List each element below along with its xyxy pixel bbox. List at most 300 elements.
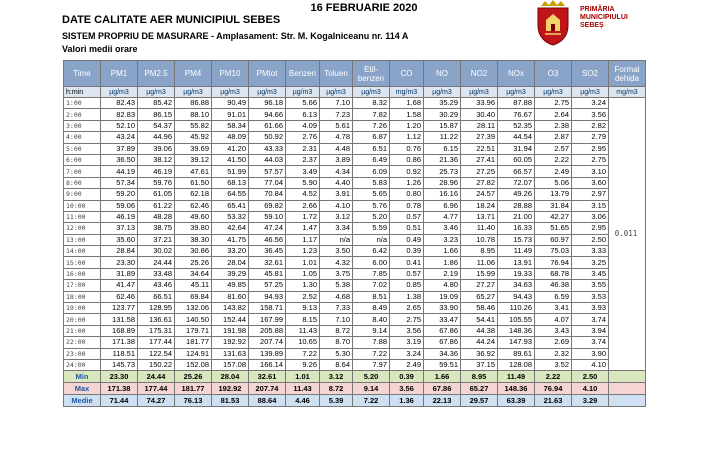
value-cell: 76.94 bbox=[535, 257, 572, 268]
value-cell: 45.81 bbox=[249, 268, 286, 279]
value-cell: 11.43 bbox=[286, 325, 320, 336]
value-cell: 7.23 bbox=[320, 109, 353, 120]
summary-value: 1.66 bbox=[424, 371, 461, 383]
value-cell: 3.25 bbox=[572, 257, 609, 268]
summary-value: 8.72 bbox=[320, 383, 353, 395]
value-cell: 55.82 bbox=[175, 120, 212, 131]
table-row bbox=[64, 280, 646, 291]
values-description: Valori medii orare bbox=[62, 44, 138, 54]
column-header: PM10 bbox=[212, 61, 249, 87]
value-cell: 3.55 bbox=[572, 280, 609, 291]
value-cell: 43.46 bbox=[138, 280, 175, 291]
value-cell: 37.21 bbox=[138, 234, 175, 245]
value-cell: 54.41 bbox=[461, 314, 498, 325]
value-cell: 33.47 bbox=[424, 314, 461, 325]
hour-cell: 7:00 bbox=[64, 166, 101, 177]
value-cell: 2.97 bbox=[572, 189, 609, 200]
column-header: NO2 bbox=[461, 61, 498, 87]
value-cell: 8.72 bbox=[320, 325, 353, 336]
value-cell: 205.88 bbox=[249, 325, 286, 336]
value-cell: 179.71 bbox=[175, 325, 212, 336]
value-cell: 50.92 bbox=[249, 132, 286, 143]
value-cell: 33.48 bbox=[138, 268, 175, 279]
value-cell: 150.22 bbox=[138, 359, 175, 370]
value-cell: 15.73 bbox=[498, 234, 535, 245]
hour-cell: 9:00 bbox=[64, 189, 101, 200]
value-cell: 44.03 bbox=[249, 154, 286, 165]
value-cell: 11.40 bbox=[461, 223, 498, 234]
value-cell: 4.09 bbox=[286, 120, 320, 131]
value-cell: 22.51 bbox=[461, 143, 498, 154]
value-cell: 52.10 bbox=[101, 120, 138, 131]
value-cell: 2.52 bbox=[286, 291, 320, 302]
summary-value: 9.14 bbox=[353, 383, 390, 395]
value-cell: 30.02 bbox=[138, 246, 175, 257]
hour-cell: 18:00 bbox=[64, 291, 101, 302]
summary-value: 177.44 bbox=[138, 383, 175, 395]
value-cell: 157.08 bbox=[212, 359, 249, 370]
value-cell: 11.49 bbox=[498, 246, 535, 257]
summary-row-min bbox=[64, 371, 646, 383]
unit-cell: µg/m3 bbox=[424, 87, 461, 98]
value-cell: 54.37 bbox=[138, 120, 175, 131]
value-cell: 1.58 bbox=[390, 109, 424, 120]
value-cell: 46.38 bbox=[535, 280, 572, 291]
value-cell: 36.50 bbox=[101, 154, 138, 165]
value-cell: 32.61 bbox=[249, 257, 286, 268]
value-cell: 5.76 bbox=[353, 200, 390, 211]
value-cell: 3.91 bbox=[320, 189, 353, 200]
value-cell: 8.15 bbox=[286, 314, 320, 325]
value-cell: 44.24 bbox=[461, 337, 498, 348]
value-cell: 6.13 bbox=[286, 109, 320, 120]
summary-value: 71.44 bbox=[101, 395, 138, 407]
value-cell: 10.65 bbox=[286, 337, 320, 348]
summary-value: 3.56 bbox=[390, 383, 424, 395]
value-cell: 24.44 bbox=[138, 257, 175, 268]
value-cell: 27.82 bbox=[461, 177, 498, 188]
value-cell: 27.39 bbox=[461, 132, 498, 143]
value-cell: 35.29 bbox=[424, 98, 461, 109]
value-cell: 46.56 bbox=[249, 234, 286, 245]
value-cell: 8.32 bbox=[353, 98, 390, 109]
value-cell: 4.77 bbox=[424, 211, 461, 222]
value-cell: 23.30 bbox=[101, 257, 138, 268]
value-cell: 175.31 bbox=[138, 325, 175, 336]
value-cell: 2.75 bbox=[390, 314, 424, 325]
value-cell: 36.45 bbox=[249, 246, 286, 257]
table-row bbox=[64, 291, 646, 302]
value-cell: 2.57 bbox=[535, 143, 572, 154]
value-cell: 28.11 bbox=[461, 120, 498, 131]
summary-value: 3.29 bbox=[572, 395, 609, 407]
value-cell: 67.86 bbox=[424, 325, 461, 336]
formaldehyde-value: 0.011 bbox=[609, 98, 646, 371]
column-header: NOx bbox=[498, 61, 535, 87]
summary-value: 65.27 bbox=[461, 383, 498, 395]
table-row bbox=[64, 325, 646, 336]
hour-cell: 5:00 bbox=[64, 143, 101, 154]
value-cell: 3.56 bbox=[572, 109, 609, 120]
value-cell: 18.24 bbox=[461, 200, 498, 211]
value-cell: 158.71 bbox=[249, 303, 286, 314]
value-cell: 2.38 bbox=[535, 120, 572, 131]
unit-cell: µg/m3 bbox=[212, 87, 249, 98]
value-cell: 1.20 bbox=[390, 120, 424, 131]
value-cell: 96.18 bbox=[249, 98, 286, 109]
summary-value: 8.95 bbox=[461, 371, 498, 383]
summary-value: 148.36 bbox=[498, 383, 535, 395]
unit-cell: µg/m3 bbox=[286, 87, 320, 98]
value-cell: 88.10 bbox=[175, 109, 212, 120]
value-cell: 5.06 bbox=[535, 177, 572, 188]
unit-cell: mg/m3 bbox=[390, 87, 424, 98]
value-cell: 6.00 bbox=[353, 257, 390, 268]
summary-label: Medie bbox=[64, 395, 101, 407]
value-cell: 10.78 bbox=[461, 234, 498, 245]
value-cell: 166.14 bbox=[249, 359, 286, 370]
value-cell: 34.36 bbox=[424, 348, 461, 359]
table-row bbox=[64, 154, 646, 165]
summary-value: 5.39 bbox=[320, 395, 353, 407]
air-quality-table bbox=[63, 60, 646, 407]
value-cell: 167.99 bbox=[249, 314, 286, 325]
hour-cell: 2:00 bbox=[64, 109, 101, 120]
table-row bbox=[64, 143, 646, 154]
summary-value: 7.22 bbox=[353, 395, 390, 407]
value-cell: 3.33 bbox=[572, 246, 609, 257]
summary-value: 22.13 bbox=[424, 395, 461, 407]
value-cell: 66.51 bbox=[138, 291, 175, 302]
value-cell: 4.07 bbox=[535, 314, 572, 325]
value-cell: 1.05 bbox=[286, 268, 320, 279]
value-cell: 123.77 bbox=[101, 303, 138, 314]
value-cell: 3.15 bbox=[572, 200, 609, 211]
value-cell: 3.56 bbox=[390, 325, 424, 336]
value-cell: 42.64 bbox=[212, 223, 249, 234]
value-cell: 94.43 bbox=[498, 291, 535, 302]
value-cell: 15.99 bbox=[461, 268, 498, 279]
value-cell: 67.86 bbox=[424, 337, 461, 348]
value-cell: 89.61 bbox=[498, 348, 535, 359]
value-cell: 39.29 bbox=[212, 268, 249, 279]
value-cell: 41.20 bbox=[212, 143, 249, 154]
summary-row-med bbox=[64, 395, 646, 407]
value-cell: 28.96 bbox=[424, 177, 461, 188]
value-cell: 46.19 bbox=[101, 211, 138, 222]
value-cell: 2.49 bbox=[535, 166, 572, 177]
value-cell: 171.38 bbox=[101, 337, 138, 348]
value-cell: 6.42 bbox=[353, 246, 390, 257]
value-cell: 77.04 bbox=[249, 177, 286, 188]
value-cell: 5.83 bbox=[353, 177, 390, 188]
value-cell: 7.88 bbox=[353, 337, 390, 348]
hour-cell: 20:00 bbox=[64, 314, 101, 325]
value-cell: 3.41 bbox=[535, 303, 572, 314]
unit-cell: µg/m3 bbox=[498, 87, 535, 98]
value-cell: 0.86 bbox=[390, 154, 424, 165]
hour-cell: 1:00 bbox=[64, 98, 101, 109]
value-cell: 60.05 bbox=[498, 154, 535, 165]
value-cell: 30.29 bbox=[424, 109, 461, 120]
value-cell: 4.52 bbox=[286, 189, 320, 200]
table-row bbox=[64, 257, 646, 268]
value-cell: 49.60 bbox=[175, 211, 212, 222]
value-cell: 11.06 bbox=[461, 257, 498, 268]
value-cell: 51.65 bbox=[535, 223, 572, 234]
summary-value: 21.63 bbox=[535, 395, 572, 407]
value-cell: 2.37 bbox=[286, 154, 320, 165]
value-cell: 5.20 bbox=[353, 211, 390, 222]
value-cell: 28.84 bbox=[101, 246, 138, 257]
value-cell: 6.49 bbox=[353, 154, 390, 165]
value-cell: 38.75 bbox=[138, 223, 175, 234]
value-cell: 61.22 bbox=[138, 200, 175, 211]
value-cell: 4.10 bbox=[320, 200, 353, 211]
table-row bbox=[64, 177, 646, 188]
value-cell: 1.66 bbox=[424, 246, 461, 257]
value-cell: n/a bbox=[320, 234, 353, 245]
unit-cell: µg/m3 bbox=[101, 87, 138, 98]
value-cell: 2.75 bbox=[572, 154, 609, 165]
value-cell: 43.33 bbox=[249, 143, 286, 154]
unit-cell: µg/m3 bbox=[353, 87, 390, 98]
value-cell: 5.61 bbox=[320, 120, 353, 131]
value-cell: 3.49 bbox=[286, 166, 320, 177]
value-cell: 1.26 bbox=[390, 177, 424, 188]
value-cell: 9.26 bbox=[286, 359, 320, 370]
hour-cell: 14:00 bbox=[64, 246, 101, 257]
unit-cell: mg/m3 bbox=[609, 87, 646, 98]
hour-cell: 12:00 bbox=[64, 223, 101, 234]
value-cell: 52.35 bbox=[498, 120, 535, 131]
column-header: PM2.5 bbox=[138, 61, 175, 87]
value-cell: 5.65 bbox=[353, 189, 390, 200]
value-cell: 4.34 bbox=[320, 166, 353, 177]
unit-cell: h:min bbox=[64, 87, 101, 98]
value-cell: 118.51 bbox=[101, 348, 138, 359]
value-cell: 2.32 bbox=[535, 348, 572, 359]
value-cell: 2.82 bbox=[572, 120, 609, 131]
value-cell: 87.88 bbox=[498, 98, 535, 109]
summary-value: 63.39 bbox=[498, 395, 535, 407]
value-cell: 28.88 bbox=[498, 200, 535, 211]
value-cell: 25.73 bbox=[424, 166, 461, 177]
value-cell: 2.95 bbox=[572, 143, 609, 154]
hour-cell: 4:00 bbox=[64, 132, 101, 143]
value-cell: 145.73 bbox=[101, 359, 138, 370]
value-cell: 13.91 bbox=[498, 257, 535, 268]
value-cell: 143.82 bbox=[212, 303, 249, 314]
unit-cell: µg/m3 bbox=[320, 87, 353, 98]
value-cell: 31.84 bbox=[535, 200, 572, 211]
value-cell: 44.38 bbox=[461, 325, 498, 336]
value-cell: 16.33 bbox=[498, 223, 535, 234]
value-cell: 59.51 bbox=[424, 359, 461, 370]
value-cell: 1.72 bbox=[286, 211, 320, 222]
value-cell: 70.84 bbox=[249, 189, 286, 200]
value-cell: 0.57 bbox=[390, 211, 424, 222]
value-cell: 28.04 bbox=[212, 257, 249, 268]
value-cell: 147.93 bbox=[498, 337, 535, 348]
value-cell: 5.59 bbox=[353, 223, 390, 234]
hour-cell: 13:00 bbox=[64, 234, 101, 245]
table-row bbox=[64, 234, 646, 245]
value-cell: 49.26 bbox=[498, 189, 535, 200]
hour-cell: 8:00 bbox=[64, 177, 101, 188]
summary-empty-cell bbox=[609, 383, 646, 395]
table-row bbox=[64, 200, 646, 211]
value-cell: 3.45 bbox=[572, 268, 609, 279]
value-cell: 64.55 bbox=[212, 189, 249, 200]
column-header: Formal dehida bbox=[609, 61, 646, 87]
value-cell: 62.18 bbox=[175, 189, 212, 200]
value-cell: 37.15 bbox=[461, 359, 498, 370]
value-cell: 27.25 bbox=[461, 166, 498, 177]
summary-value: 81.53 bbox=[212, 395, 249, 407]
summary-label: Min bbox=[64, 371, 101, 383]
value-cell: 0.80 bbox=[390, 189, 424, 200]
value-cell: 192.92 bbox=[212, 337, 249, 348]
value-cell: 86.15 bbox=[138, 109, 175, 120]
value-cell: 2.69 bbox=[535, 337, 572, 348]
value-cell: 1.86 bbox=[424, 257, 461, 268]
value-cell: 62.46 bbox=[175, 200, 212, 211]
value-cell: 3.94 bbox=[572, 325, 609, 336]
value-cell: 24.57 bbox=[461, 189, 498, 200]
value-cell: 44.54 bbox=[498, 132, 535, 143]
value-cell: 91.01 bbox=[212, 109, 249, 120]
value-cell: 177.44 bbox=[138, 337, 175, 348]
summary-value: 171.38 bbox=[101, 383, 138, 395]
value-cell: 69.84 bbox=[175, 291, 212, 302]
value-cell: 136.61 bbox=[138, 314, 175, 325]
value-cell: 3.24 bbox=[572, 98, 609, 109]
value-cell: 6.87 bbox=[353, 132, 390, 143]
value-cell: 131.58 bbox=[101, 314, 138, 325]
value-cell: 2.87 bbox=[535, 132, 572, 143]
value-cell: 8.51 bbox=[353, 291, 390, 302]
value-cell: 19.09 bbox=[424, 291, 461, 302]
summary-value: 4.10 bbox=[572, 383, 609, 395]
value-cell: 105.55 bbox=[498, 314, 535, 325]
value-cell: 7.97 bbox=[353, 359, 390, 370]
value-cell: 59.20 bbox=[101, 189, 138, 200]
value-cell: 8.95 bbox=[461, 246, 498, 257]
value-cell: 86.88 bbox=[175, 98, 212, 109]
value-cell: 30.86 bbox=[175, 246, 212, 257]
table-row bbox=[64, 348, 646, 359]
value-cell: 68.13 bbox=[212, 177, 249, 188]
value-cell: 4.78 bbox=[320, 132, 353, 143]
table-row bbox=[64, 166, 646, 177]
value-cell: 36.92 bbox=[461, 348, 498, 359]
value-cell: 3.19 bbox=[390, 337, 424, 348]
unit-cell: µg/m3 bbox=[535, 87, 572, 98]
value-cell: 3.43 bbox=[535, 325, 572, 336]
value-cell: 3.50 bbox=[320, 246, 353, 257]
value-cell: 5.38 bbox=[320, 280, 353, 291]
value-cell: 1.68 bbox=[390, 98, 424, 109]
value-cell: 45.11 bbox=[175, 280, 212, 291]
report-date: 16 FEBRUARIE 2020 bbox=[310, 2, 418, 14]
value-cell: 48.09 bbox=[212, 132, 249, 143]
value-cell: 37.13 bbox=[101, 223, 138, 234]
value-cell: 94.66 bbox=[249, 109, 286, 120]
value-cell: 45.92 bbox=[175, 132, 212, 143]
value-cell: 69.82 bbox=[249, 200, 286, 211]
value-cell: 8.40 bbox=[353, 314, 390, 325]
hour-cell: 11:00 bbox=[64, 211, 101, 222]
value-cell: 110.26 bbox=[498, 303, 535, 314]
value-cell: 6.59 bbox=[535, 291, 572, 302]
value-cell: 3.89 bbox=[320, 154, 353, 165]
value-cell: 7.10 bbox=[320, 98, 353, 109]
table-row bbox=[64, 120, 646, 131]
value-cell: n/a bbox=[353, 234, 390, 245]
hour-cell: 15:00 bbox=[64, 257, 101, 268]
value-cell: 68.78 bbox=[535, 268, 572, 279]
units-row bbox=[64, 87, 646, 98]
hour-cell: 19:00 bbox=[64, 303, 101, 314]
value-cell: 7.22 bbox=[353, 348, 390, 359]
value-cell: 9.13 bbox=[286, 303, 320, 314]
value-cell: 0.76 bbox=[390, 143, 424, 154]
summary-value: 2.22 bbox=[535, 371, 572, 383]
sebes-coat-of-arms-icon bbox=[533, 0, 573, 46]
summary-value: 23.30 bbox=[101, 371, 138, 383]
value-cell: 65.41 bbox=[212, 200, 249, 211]
value-cell: 2.22 bbox=[535, 154, 572, 165]
value-cell: 0.49 bbox=[390, 234, 424, 245]
value-cell: 139.89 bbox=[249, 348, 286, 359]
value-cell: 3.46 bbox=[424, 223, 461, 234]
unit-cell: µg/m3 bbox=[461, 87, 498, 98]
report-title: DATE CALITATE AER MUNICIPIUL SEBES bbox=[62, 14, 281, 26]
value-cell: 33.90 bbox=[424, 303, 461, 314]
table-row bbox=[64, 109, 646, 120]
value-cell: 0.92 bbox=[390, 166, 424, 177]
column-header: Etil- benzen bbox=[353, 61, 390, 87]
value-cell: 7.02 bbox=[353, 280, 390, 291]
value-cell: 7.10 bbox=[320, 314, 353, 325]
value-cell: 47.24 bbox=[249, 223, 286, 234]
summary-value: 29.57 bbox=[461, 395, 498, 407]
value-cell: 0.78 bbox=[390, 200, 424, 211]
value-cell: 25.26 bbox=[175, 257, 212, 268]
value-cell: 122.54 bbox=[138, 348, 175, 359]
value-cell: 1.23 bbox=[286, 246, 320, 257]
value-cell: 0.41 bbox=[390, 257, 424, 268]
table-row bbox=[64, 314, 646, 325]
value-cell: 168.89 bbox=[101, 325, 138, 336]
value-cell: 94.93 bbox=[249, 291, 286, 302]
value-cell: 31.94 bbox=[498, 143, 535, 154]
value-cell: 6.15 bbox=[424, 143, 461, 154]
value-cell: 1.17 bbox=[286, 234, 320, 245]
value-cell: 34.64 bbox=[175, 268, 212, 279]
value-cell: 44.19 bbox=[101, 166, 138, 177]
value-cell: 72.07 bbox=[498, 177, 535, 188]
value-cell: 2.19 bbox=[424, 268, 461, 279]
summary-value: 3.12 bbox=[320, 371, 353, 383]
value-cell: 58.34 bbox=[212, 120, 249, 131]
value-cell: 8.64 bbox=[320, 359, 353, 370]
value-cell: 207.74 bbox=[249, 337, 286, 348]
value-cell: 0.57 bbox=[390, 268, 424, 279]
organization-name: PRIMĂRIA MUNICIPIULUI SEBEȘ bbox=[580, 6, 628, 29]
value-cell: 75.03 bbox=[535, 246, 572, 257]
